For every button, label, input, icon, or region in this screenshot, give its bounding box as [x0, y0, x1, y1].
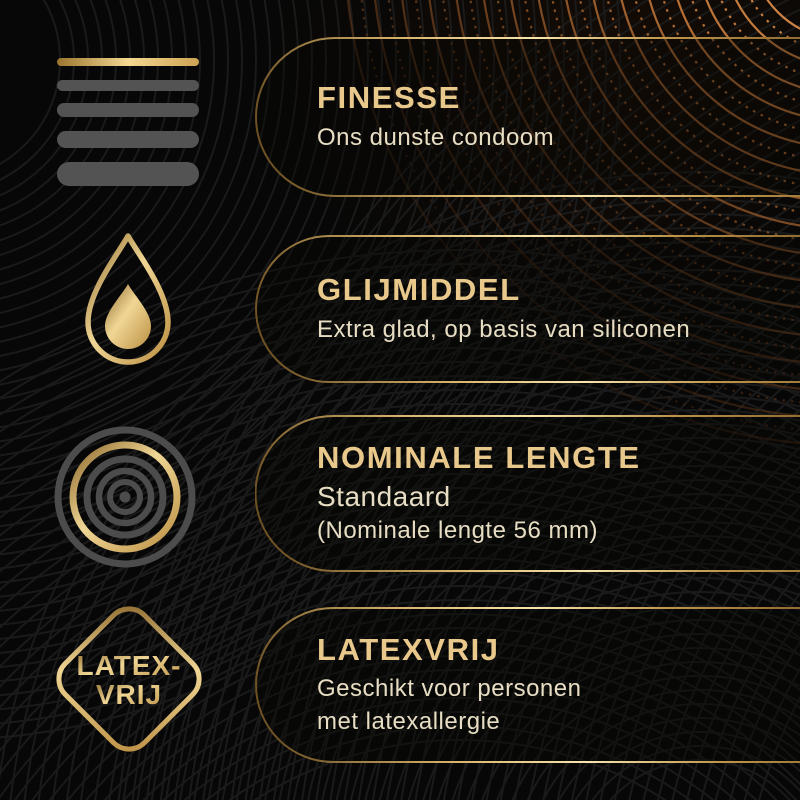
feature-card-finesse: [255, 37, 800, 197]
feature-note: (Nominale lengte 56 mm): [317, 516, 598, 544]
gray-layer: [57, 162, 199, 186]
feature-title: LATEXVRIJ: [317, 631, 500, 667]
droplet-fill: [105, 284, 151, 349]
feature-description-line1: Geschikt voor personen: [317, 675, 582, 703]
feature-card-glijmiddel: [255, 235, 800, 383]
feature-title: FINESSE: [317, 80, 461, 116]
thin-layers-icon: [57, 56, 199, 188]
droplet-icon: [80, 232, 176, 368]
card-border: [255, 235, 800, 383]
card-border: [255, 37, 800, 197]
gray-layer: [57, 131, 199, 148]
feature-description-line2: met latexallergie: [317, 708, 501, 736]
gray-layer: [57, 80, 199, 91]
feature-title: GLIJMIDDEL: [317, 272, 521, 308]
feature-description: Ons dunste condoom: [317, 123, 555, 151]
badge-text-line2: VRIJ: [95, 679, 163, 710]
gray-layer: [57, 103, 199, 117]
gold-thin-layer: [57, 58, 199, 66]
badge-text-line1: LATEX-: [76, 650, 182, 681]
concentric-circles-icon: [52, 424, 198, 570]
latex-free-badge-icon: [48, 598, 210, 760]
center-dot: [120, 492, 131, 503]
feature-card-latexvrij: [255, 607, 800, 763]
feature-subtitle: Standaard: [317, 480, 451, 512]
feature-description: Extra glad, op basis van siliconen: [317, 315, 691, 343]
feature-card-nominale-lengte: [255, 415, 800, 572]
feature-title: NOMINALE LENGTE: [317, 440, 641, 476]
